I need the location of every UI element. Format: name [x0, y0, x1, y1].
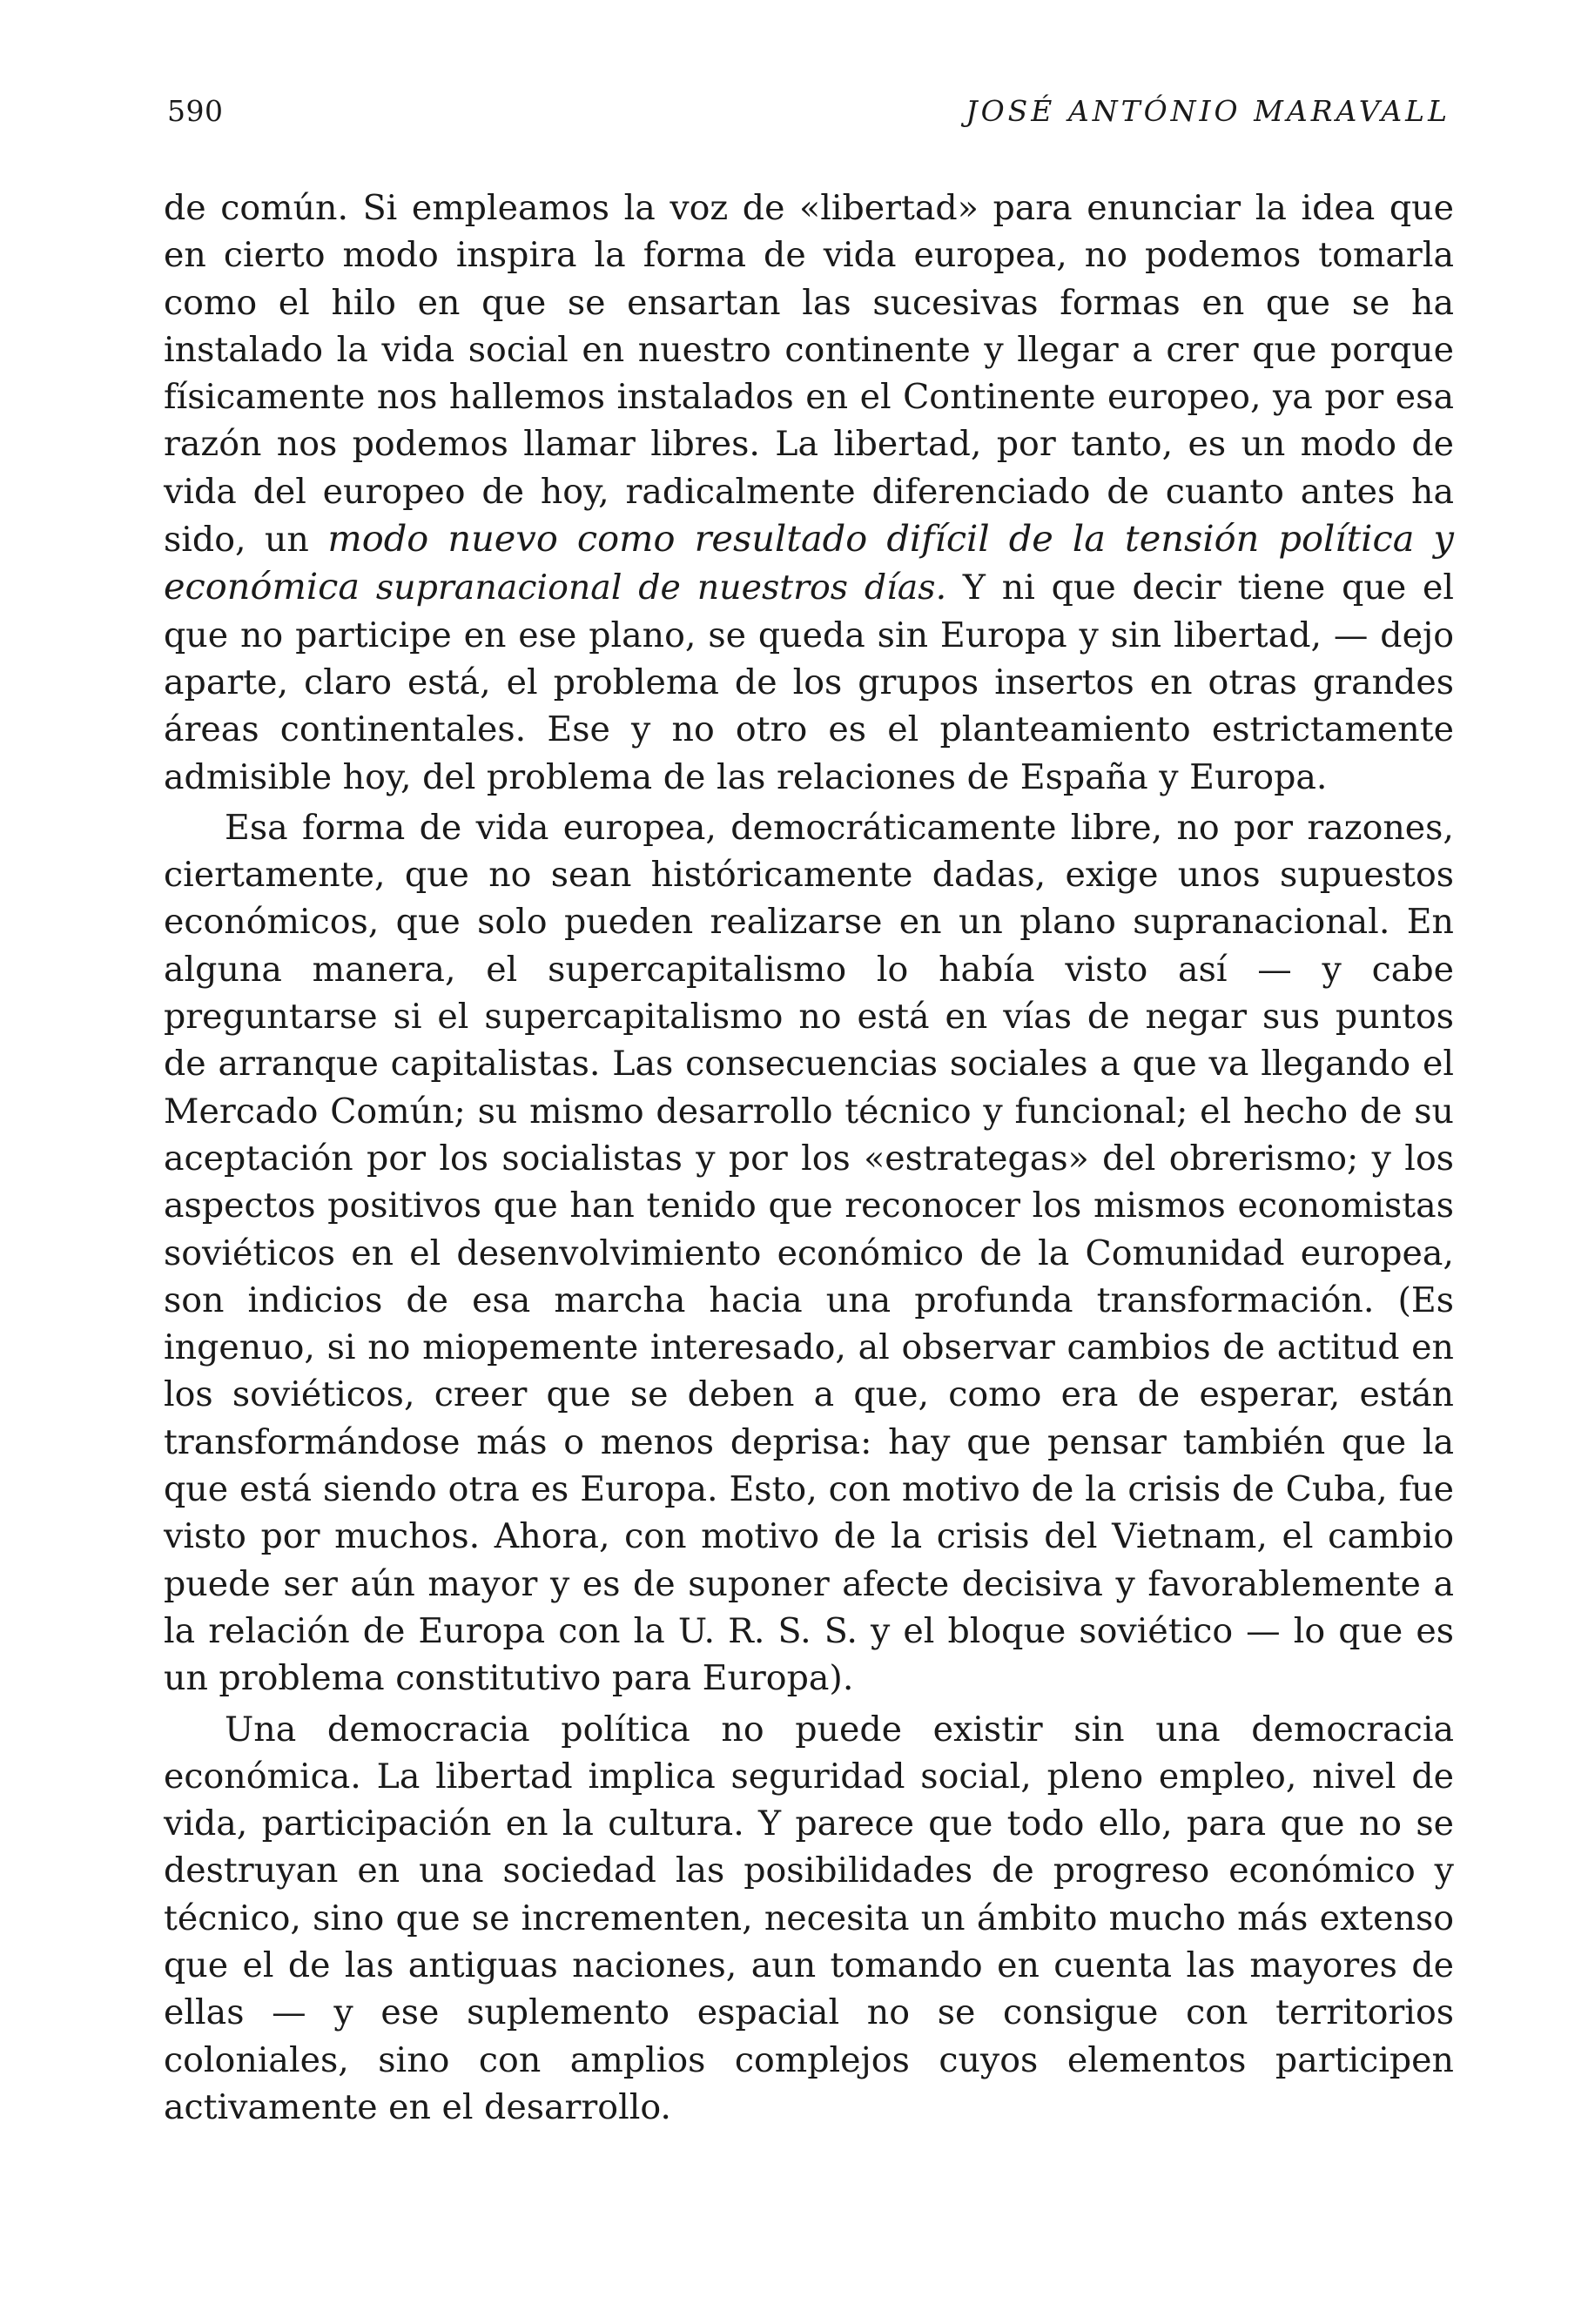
running-head: JOSÉ ANTÓNIO MARAVALL [966, 94, 1450, 128]
body-text [164, 185, 1454, 2131]
page-number: 590 [167, 94, 224, 128]
paragraph-2: Esa forma de vida europea, democráticamente libre, no por razones, ciertamente, que no sean históricamente dadas, exige unos supuestos económicos, que solo pueden realizarse en un plano supranacional. En alguna manera, el supercapitalismo lo había visto así — y cabe preguntarse si el supercapitalismo no está en vías de negar sus puntos de arranque capitalistas. Las consecuencias sociales a que va llegando el Mercado Común; su mismo desarrollo técnico y funcional; el hecho de su aceptación por los socialistas y por los «estrategas» del obrerismo; y los aspectos positivos que han tenido que reconocer los mismos economistas soviéticos en el desenvolvimiento económico de la Comunidad europea, son indicios de esa marcha hacia una profunda transformación. (Es ingenuo, si no miopemente interesado, al observar cambios de actitud en los soviéticos, creer que se deben a que, como era de esperar, están transformándose más o menos deprisa: hay que pensar también que la que está siendo otra es Europa. Esto, con motivo de la crisis de Cuba, fue visto por muchos. Ahora, con motivo de la crisis del Vietnam, el cambio puede ser aún mayor y es de suponer afecte decisiva y favorablemente a la relación de Europa con la U. R. S. S. y el bloque soviético — lo que es un problema constitutivo para Europa). [164, 807, 1454, 1699]
paragraph-3: Una democracia política no puede existir sin una democracia económica. La libertad implica seguridad social, pleno empleo, nivel de vida, participación en la cultura. Y parece que todo ello, para que no se destruyan en una sociedad las posibilidades de progreso económico y técnico, sino que se incrementen, necesita un ámbito mucho más extenso que el de las antiguas naciones, aun tomando en cuenta las mayores de ellas — y ese suplemento espacial no se consigue con territorios coloniales, sino con amplios complejos cuyos elementos participen activamente en el desarrollo. [164, 1709, 1454, 2127]
page-header [167, 94, 1450, 138]
paragraph-1-emphasis-large: modo nuevo como resultado difícil de la tensión política y económica [164, 517, 1454, 608]
paragraph-1-text: de común. Si empleamos la voz de «libertad» para enunciar la idea que en cierto modo inspira la forma de vida europea, no podemos tomarla como el hilo en que se ensartan las sucesivas formas en que se ha instalado la vida social en nuestro continente y llegar a crer que porque físicamente nos hallemos instalados en el Continente europeo, ya por esa razón nos podemos llamar libres. La libertad, por tanto, es un modo de vida del europeo de hoy, radicalmente diferenciado de cuanto antes ha sido, un [164, 188, 1454, 561]
paragraph-1-continuation: Y ni que decir tiene que el que no participe en ese plano, se queda sin Europa y sin libertad, — dejo aparte, claro está, el problema de los grupos insertos en otras grandes áreas continentales. Ese y no otro es el planteamiento estrictamente admisible hoy, del problema de las relaciones de España y Europa. [164, 568, 1454, 797]
paragraph-1-emphasis: supranacional de nuestros días. [360, 568, 947, 608]
paragraph-1 [164, 185, 1454, 801]
